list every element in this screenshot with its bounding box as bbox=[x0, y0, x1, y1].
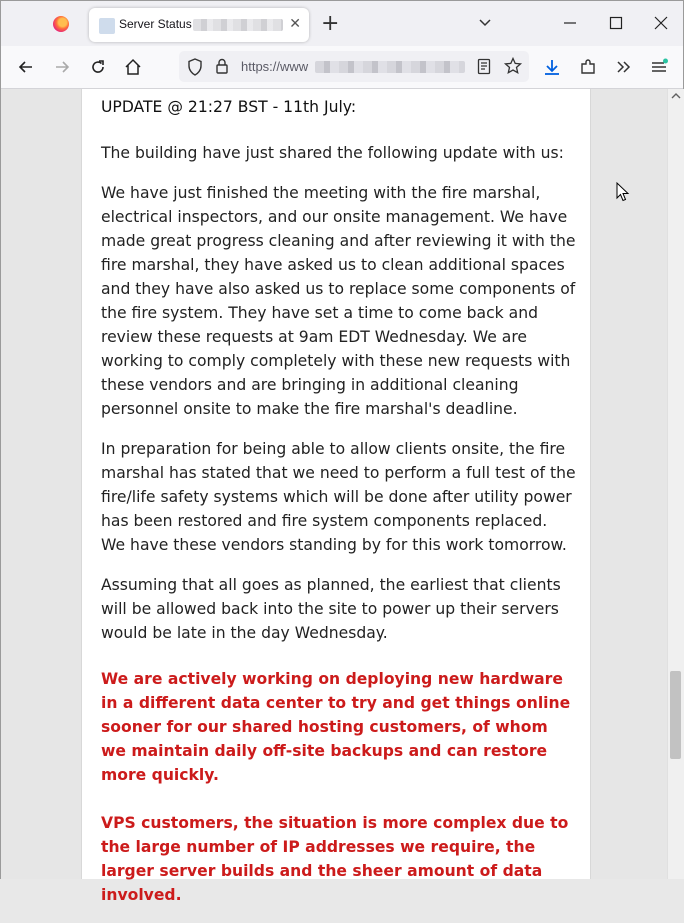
extensions-icon[interactable] bbox=[578, 57, 598, 77]
status-page bbox=[81, 89, 591, 904]
chevron-down-icon[interactable] bbox=[478, 15, 492, 29]
download-icon[interactable] bbox=[542, 57, 562, 77]
lock-icon[interactable] bbox=[215, 58, 229, 75]
notice-vps: VPS customers, the situation is more complex due to the large number of IP addresses we require, the larger server builds and the sheer amount of data involved. bbox=[101, 814, 569, 904]
update-paragraph-testing: In preparation for being able to allow clients onsite, the fire marshal has stated that we need to perform a full test of the fire/life safety systems which will be done after utility power has been restored and fire system components replaced. We have these vendors standing by for this work tomorrow. bbox=[101, 440, 576, 554]
back-icon[interactable] bbox=[16, 57, 36, 77]
scroll-up-arrow-icon[interactable] bbox=[671, 91, 681, 101]
firefox-logo-icon[interactable] bbox=[53, 16, 69, 32]
status-article bbox=[101, 95, 576, 923]
cursor-icon bbox=[616, 182, 630, 202]
maximize-icon[interactable] bbox=[608, 15, 624, 31]
url-bar[interactable] bbox=[179, 51, 529, 82]
shield-icon[interactable] bbox=[187, 58, 203, 76]
update-heading: UPDATE @ 21:27 BST - 11th July: bbox=[101, 98, 357, 116]
update-paragraph-meeting: We have just finished the meeting with the fire marshal, electrical inspectors, and our onsite management. We have made great progress cleaning and after reviewing it with the fire marshal, they have asked us to clean additional spaces and they have also asked us to replace some components of the fire system. They have set a time to come back and review these requests at 9am EDT Wednesday. We are working to comply completely with these new requests with these vendors and are bringing in additional cleaning personnel onsite to make the fire marshal's deadline. bbox=[101, 184, 576, 418]
minimize-icon[interactable] bbox=[562, 15, 578, 31]
redacted-url bbox=[315, 61, 465, 73]
forward-icon[interactable] bbox=[52, 57, 72, 77]
navigation-toolbar bbox=[1, 46, 683, 89]
overflow-icon[interactable] bbox=[614, 57, 634, 77]
scrollbar-thumb[interactable] bbox=[670, 671, 681, 759]
star-icon[interactable] bbox=[504, 57, 522, 75]
plus-icon[interactable]: + bbox=[321, 11, 340, 36]
tab-strip bbox=[1, 1, 683, 46]
reader-view-icon[interactable] bbox=[477, 58, 491, 75]
url-text: https://www bbox=[241, 59, 309, 74]
reload-icon[interactable] bbox=[88, 57, 108, 77]
close-window-icon[interactable] bbox=[653, 15, 669, 31]
home-icon[interactable] bbox=[123, 57, 143, 77]
tab-title: Server Status bbox=[119, 17, 192, 31]
vertical-scrollbar[interactable] bbox=[667, 89, 684, 879]
menu-icon[interactable] bbox=[649, 57, 669, 77]
redacted-title bbox=[193, 19, 283, 31]
close-icon[interactable]: ✕ bbox=[289, 16, 301, 32]
page-viewport bbox=[1, 89, 667, 904]
notice-shared-hosting: We are actively working on deploying new hardware in a different data center to try and get things online sooner for our shared hosting customers, of whom we maintain daily off-site backups and can restore more quickly. bbox=[101, 670, 571, 784]
update-paragraph-timeline: Assuming that all goes as planned, the earliest that clients will be allowed back into the site to power up their servers would be late in the day Wednesday. bbox=[101, 576, 561, 642]
tab-server-status[interactable] bbox=[89, 8, 309, 42]
tab-favicon-icon bbox=[99, 18, 115, 34]
update-intro: The building have just shared the following update with us: bbox=[101, 144, 564, 162]
